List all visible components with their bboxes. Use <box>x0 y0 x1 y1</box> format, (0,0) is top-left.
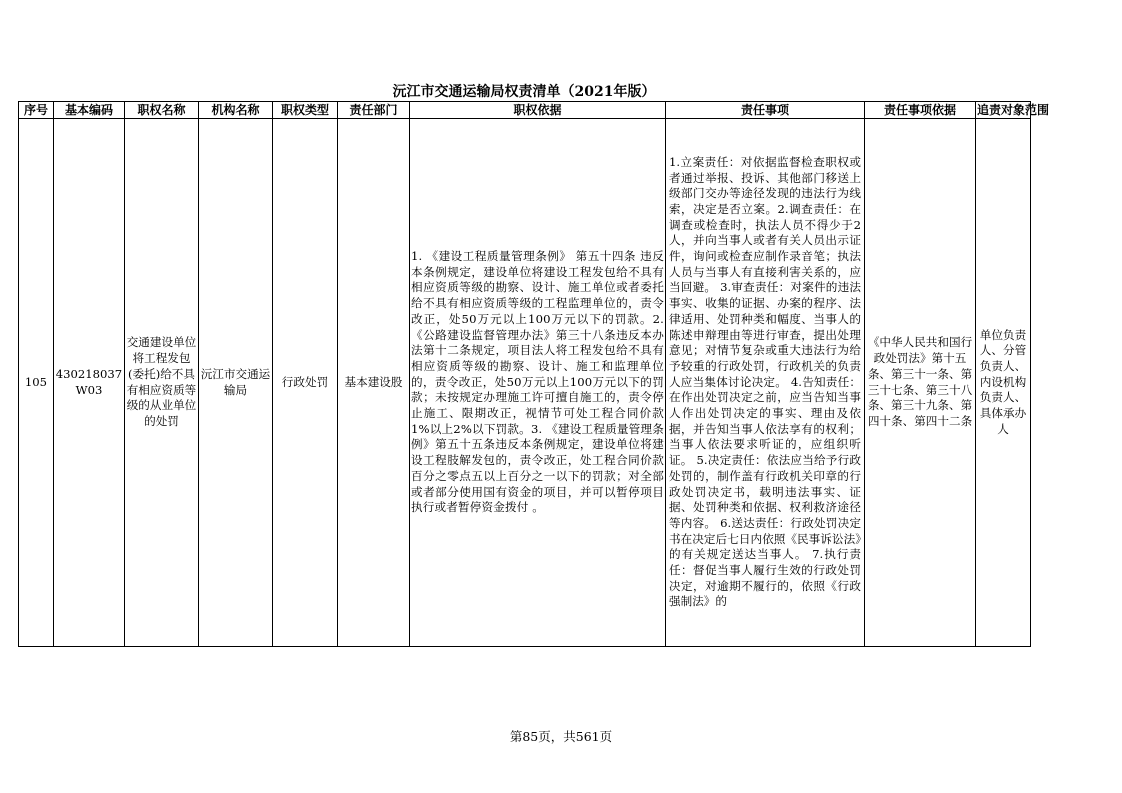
cell-accountability: 单位负责人、分管负责人、内设机构负责人、具体承办人 <box>976 119 1031 647</box>
header-duty-basis: 责任事项依据 <box>865 102 976 119</box>
cell-power-name: 交通建设单位将工程发包(委托)给不具有相应资质等级的从业单位的处罚 <box>125 119 199 647</box>
cell-org-name: 沅江市交通运输局 <box>199 119 273 647</box>
header-power-name: 职权名称 <box>125 102 199 119</box>
header-duties: 责任事项 <box>666 102 865 119</box>
cell-duties: 1.立案责任：对依据监督检查职权或者通过举报、投诉、其他部门移送上级部门交办等途径发现的违法行为线索，决定是否立案。2.调查责任：在调查或检查时，执法人员不得少于2人，并向当事人或者有关人员出示证件，询问或检查应制作录音笔；执法人员与当事人有直接利害关系的，应当回避。 3.审查责任：对案件的违法事实、收集的证据、办案的程序、法律适用、处罚种类和幅度、当事人的陈述申辩理由等进行审查，提出处理意见；对情节复杂或重大违法行为给予较重的行政处罚，行政机关的负责人应当集体讨论决定。 4.告知责任：在作出处罚决定之前，应当告知当事人作出处罚决定的事实、理由及依据，并告知当事人依法享有的权利；当事人依法要求听证的，应组织听证。 5.决定责任：依法应当给予行政处罚的，制作盖有行政机关印章的行政处罚决定书，载明违法事实、证据、处罚种类和依据、权利救济途径等内容。 6.送达责任：行政处罚决定书在决定后七日内依照《民事诉讼法》的有关规定送达当事人。 7.执行责任：督促当事人履行生效的行政处罚决定，对逾期不履行的，依照《行政强制法》的 <box>666 119 865 647</box>
table-header-row <box>19 102 1031 119</box>
cell-power-type: 行政处罚 <box>273 119 338 647</box>
header-basis: 职权依据 <box>410 102 666 119</box>
page-number: 第85页，共561页 <box>509 729 613 744</box>
cell-seq: 105 <box>19 119 54 647</box>
responsibility-table <box>18 101 1050 647</box>
table-row <box>19 119 1031 647</box>
cell-duty-basis: 《中华人民共和国行政处罚法》第十五条、第三十一条、第三十七条、第三十八条、第三十九条、第四十条、第四十二条 <box>865 119 976 647</box>
header-power-type: 职权类型 <box>273 102 338 119</box>
header-seq: 序号 <box>19 102 54 119</box>
page-title: 沅江市交通运输局权责清单（2021年版） <box>392 84 656 100</box>
header-department: 责任部门 <box>338 102 410 119</box>
header-accountability: 追责对象范围 <box>977 102 1050 117</box>
header-org-name: 机构名称 <box>199 102 273 119</box>
cell-code: 430218037W03 <box>54 119 125 647</box>
header-code: 基本编码 <box>54 102 125 119</box>
cell-department: 基本建设股 <box>338 119 410 647</box>
cell-basis: 1. 《建设工程质量管理条例》 第五十四条 违反本条例规定，建设单位将建设工程发包给不具有相应资质等级的勘察、设计、施工单位或者委托给不具有相应资质等级的工程监理单位的，责令改正，处50万元以上100万元以下的罚款。2. 《公路建设监督管理办法》第三十八条违反本办法第十二条规定，项目法人将工程发包给不具有相应资质等级的勘察、设计、施工和监理单位的，责令改正，处50万元以上100万元以下的罚款；未按规定办理施工许可擅自施工的，责令停止施工、限期改正，视情节可处工程合同价款1%以上2%以下罚款。3. 《建设工程质量管理条例》第五十五条违反本条例规定，建设单位将建设工程肢解发包的，责令改正，处工程合同价款百分之零点五以上百分之一以下的罚款；对全部或者部分使用国有资金的项目，并可以暂停项目执行或者暂停资金拨付 。 <box>410 119 666 647</box>
